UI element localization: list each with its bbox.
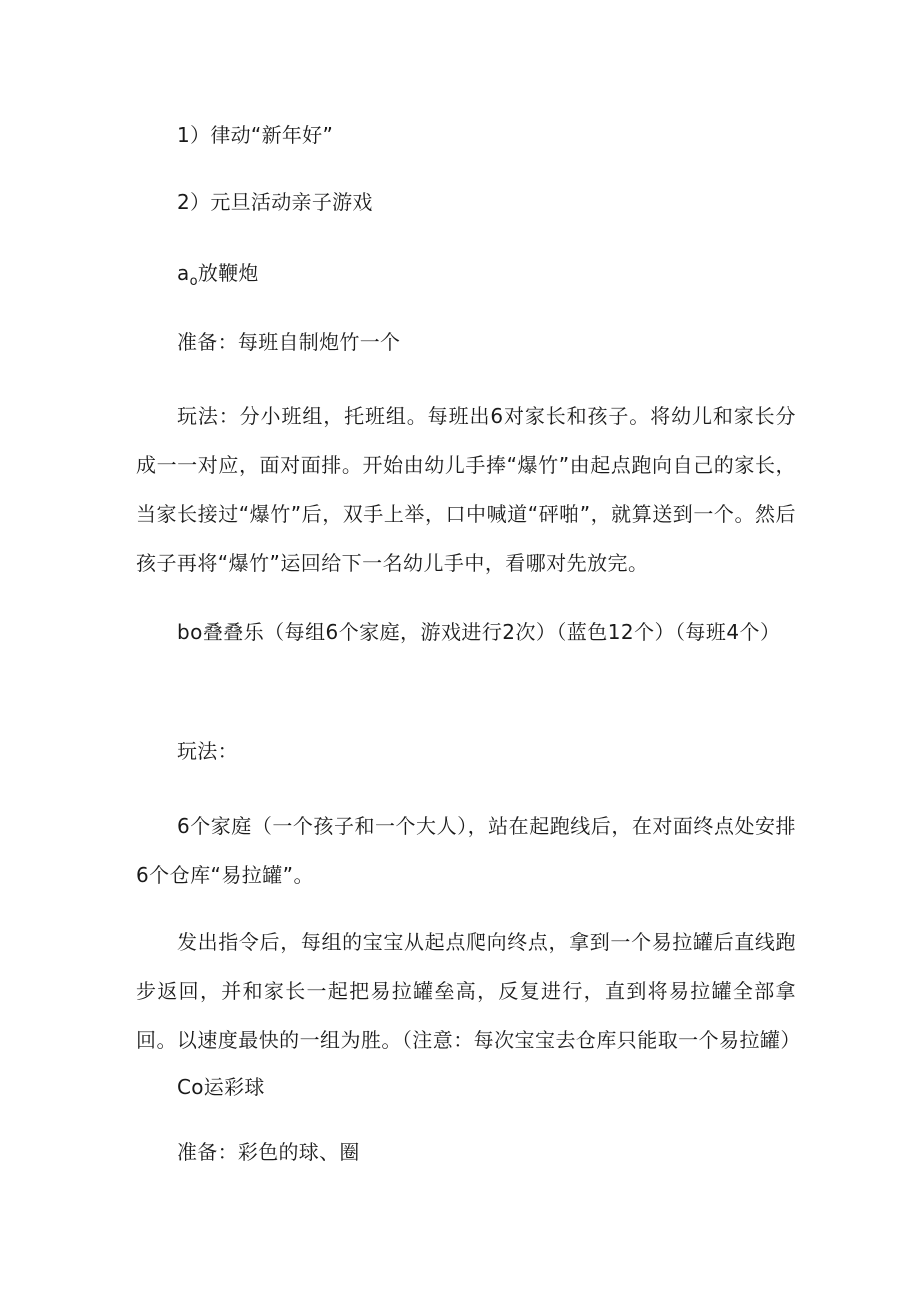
section-b-rules-label: 玩法：: [177, 739, 238, 763]
section-b-rules-paragraph: 发出指令后，每组的宝宝从起点爬向终点，拿到一个易拉罐后直线跑步返回，并和家长一起把易拉罐垒高，反复进行，直到将易拉罐全部拿回。以速度最快的一组为胜。（注意：每次宝宝去仓库只能取一个易拉罐）: [136, 930, 801, 1052]
section-a-letter: a: [177, 261, 190, 285]
section-a-preparation: 准备：每班自制炮竹一个: [177, 330, 401, 354]
section-heading-a: [177, 256, 837, 299]
section-c-preparation: 准备：彩色的球、圈: [177, 1140, 360, 1164]
section-a-marker: o: [189, 274, 198, 289]
section-heading-c: Co运彩球: [177, 1075, 265, 1099]
section-b-setup-paragraph: 6个家庭（一个孩子和一个大人），站在起跑线后，在对面终点处安排6个仓库“易拉罐”。: [136, 814, 796, 887]
list-item-rhythm: 1）律动“新年好”: [177, 123, 334, 147]
section-a-rules-paragraph: 玩法：分小班组，托班组。每班出6对家长和孩子。将幼儿和家长分成一一对应，面对面排。开始由幼儿手捧“爆竹”由起点跑向自己的家长，当家长接过“爆竹”后，双手上举，口中喊道“砰啪”，就算送到一个。然后孩子再将“爆竹”运回给下一名幼儿手中，看哪对先放完。: [136, 404, 796, 575]
section-a-title: 放鞭炮: [197, 261, 259, 285]
list-item-parent-child-games: 2）元旦活动亲子游戏: [177, 190, 373, 214]
section-heading-b: bo叠叠乐（每组6个家庭，游戏进行2次）（蓝色12个）（每班4个）: [177, 620, 781, 644]
